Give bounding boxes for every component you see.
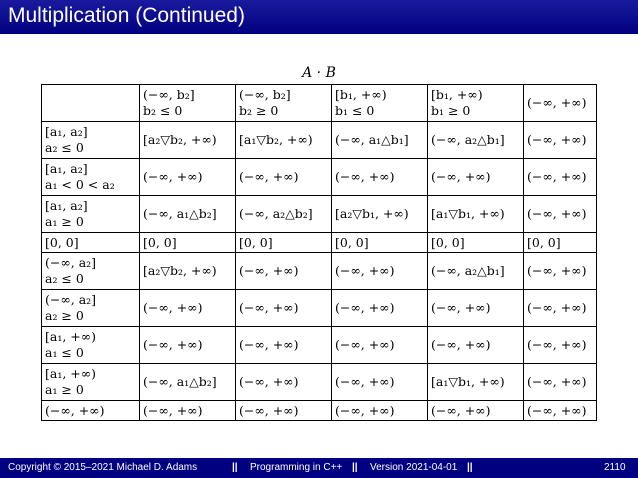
cell-line: [b₁, +∞)	[335, 87, 387, 102]
table-cell: (−∞, +∞)	[428, 290, 524, 327]
table-cell: (−∞, a₂△b₁]	[428, 122, 524, 159]
table-cell: (−∞, a₁△b₂]	[140, 364, 236, 401]
row-header	[42, 401, 140, 421]
cell-line: b₁ ≥ 0	[431, 103, 471, 118]
table-cell: (−∞, +∞)	[524, 253, 597, 290]
cell-line: [a₁, a₂]	[45, 161, 88, 176]
slide-title: Multiplication (Continued)	[8, 4, 245, 27]
table-header-row	[42, 85, 597, 122]
table-row	[42, 253, 597, 290]
cell-line: (−∞, b₂]	[239, 87, 291, 102]
cell-line: (−∞, b₂]	[143, 87, 195, 102]
table-cell: (−∞, +∞)	[428, 159, 524, 196]
column-header	[236, 85, 332, 122]
table-row	[42, 401, 597, 421]
row-header	[42, 196, 140, 233]
corner-cell	[42, 85, 140, 122]
table-cell: (−∞, +∞)	[524, 364, 597, 401]
table-cell: (−∞, a₁△b₂]	[140, 196, 236, 233]
title-bar	[0, 0, 638, 34]
table-caption: A · B	[302, 65, 336, 81]
table-row	[42, 233, 597, 253]
footer-course: Programming in C++	[250, 462, 343, 473]
table-cell: [0, 0]	[236, 233, 332, 253]
table-cell: (−∞, +∞)	[332, 253, 428, 290]
column-header	[332, 85, 428, 122]
table-cell: (−∞, +∞)	[524, 290, 597, 327]
cell-line: [b₁, +∞)	[431, 87, 483, 102]
table-cell: [0, 0]	[524, 233, 597, 253]
table-cell: (−∞, a₂△b₁]	[428, 253, 524, 290]
footer-version: Version 2021-04-01	[370, 462, 458, 473]
table-cell: (−∞, +∞)	[140, 159, 236, 196]
table-cell: [a₁▽b₁, +∞)	[428, 364, 524, 401]
column-header	[140, 85, 236, 122]
table-cell: [a₂▽b₁, +∞)	[332, 196, 428, 233]
footer-separator: ||	[352, 462, 358, 473]
table-row	[42, 122, 597, 159]
cell-line: [a₁, +∞)	[45, 366, 97, 381]
table-cell: (−∞, +∞)	[236, 159, 332, 196]
table-cell: (−∞, a₂△b₂]	[236, 196, 332, 233]
row-header	[42, 364, 140, 401]
table-cell: (−∞, +∞)	[140, 327, 236, 364]
table-cell: (−∞, +∞)	[524, 122, 597, 159]
column-header: (−∞, +∞)	[524, 85, 597, 122]
row-header	[42, 253, 140, 290]
row-header	[42, 122, 140, 159]
table-cell: (−∞, +∞)	[332, 290, 428, 327]
cell-line: b₁ ≤ 0	[335, 103, 375, 118]
cell-line: a₂ ≤ 0	[45, 140, 84, 155]
footer-separator: ||	[467, 462, 473, 473]
table-cell: (−∞, +∞)	[524, 159, 597, 196]
cell-line: a₁ ≥ 0	[45, 214, 84, 229]
cell-line: b₂ ≥ 0	[239, 103, 279, 118]
table-cell: [a₁▽b₂, +∞)	[236, 122, 332, 159]
table-cell: (−∞, +∞)	[524, 196, 597, 233]
table-row	[42, 290, 597, 327]
cell-line: [a₁, +∞)	[45, 329, 97, 344]
table-cell: (−∞, +∞)	[140, 401, 236, 421]
table-row	[42, 159, 597, 196]
table-cell: (−∞, +∞)	[332, 327, 428, 364]
cell-line: (−∞, +∞)	[45, 402, 105, 418]
table-cell: (−∞, +∞)	[428, 327, 524, 364]
cell-line: [a₁, a₂]	[45, 198, 88, 213]
table-cell: [0, 0]	[140, 233, 236, 253]
row-header	[42, 159, 140, 196]
table-cell: (−∞, +∞)	[428, 401, 524, 421]
footer-separator: ||	[232, 462, 238, 473]
row-header	[42, 327, 140, 364]
row-header	[42, 290, 140, 327]
cell-line: a₁ < 0 < a₂	[45, 177, 115, 192]
column-header	[428, 85, 524, 122]
footer-copyright: Copyright © 2015–2021 Michael D. Adams	[8, 462, 198, 473]
table-cell: (−∞, +∞)	[524, 401, 597, 421]
table-row	[42, 327, 597, 364]
table-cell: (−∞, +∞)	[524, 327, 597, 364]
table-cell: (−∞, +∞)	[236, 327, 332, 364]
cell-line: a₁ ≤ 0	[45, 345, 84, 360]
table-cell: (−∞, +∞)	[332, 401, 428, 421]
footer-page-number: 2110	[604, 462, 626, 473]
table-cell: (−∞, +∞)	[332, 364, 428, 401]
table-cell: [a₂▽b₂, +∞)	[140, 122, 236, 159]
cell-line: a₂ ≤ 0	[45, 271, 84, 286]
cell-line: b₂ ≤ 0	[143, 103, 183, 118]
table-cell: (−∞, +∞)	[332, 159, 428, 196]
table-row	[42, 364, 597, 401]
cell-line: [a₁, a₂]	[45, 124, 88, 139]
table-cell: (−∞, +∞)	[236, 401, 332, 421]
cell-line: a₂ ≥ 0	[45, 308, 84, 323]
table-cell: [a₂▽b₂, +∞)	[140, 253, 236, 290]
cell-line: [0, 0]	[45, 234, 79, 250]
table-cell: [a₁▽b₁, +∞)	[428, 196, 524, 233]
table-cell: (−∞, +∞)	[236, 290, 332, 327]
cell-line: (−∞, a₂]	[45, 292, 97, 307]
cell-line: a₁ ≥ 0	[45, 382, 84, 397]
table-cell: (−∞, +∞)	[140, 290, 236, 327]
table-cell: [0, 0]	[428, 233, 524, 253]
table-cell: (−∞, a₁△b₁]	[332, 122, 428, 159]
footer-bar	[0, 458, 638, 478]
table-row	[42, 196, 597, 233]
table-cell: (−∞, +∞)	[236, 253, 332, 290]
table-cell: (−∞, +∞)	[236, 364, 332, 401]
multiplication-table	[41, 84, 597, 421]
row-header	[42, 233, 140, 253]
cell-line: (−∞, a₂]	[45, 255, 97, 270]
table-cell: [0, 0]	[332, 233, 428, 253]
